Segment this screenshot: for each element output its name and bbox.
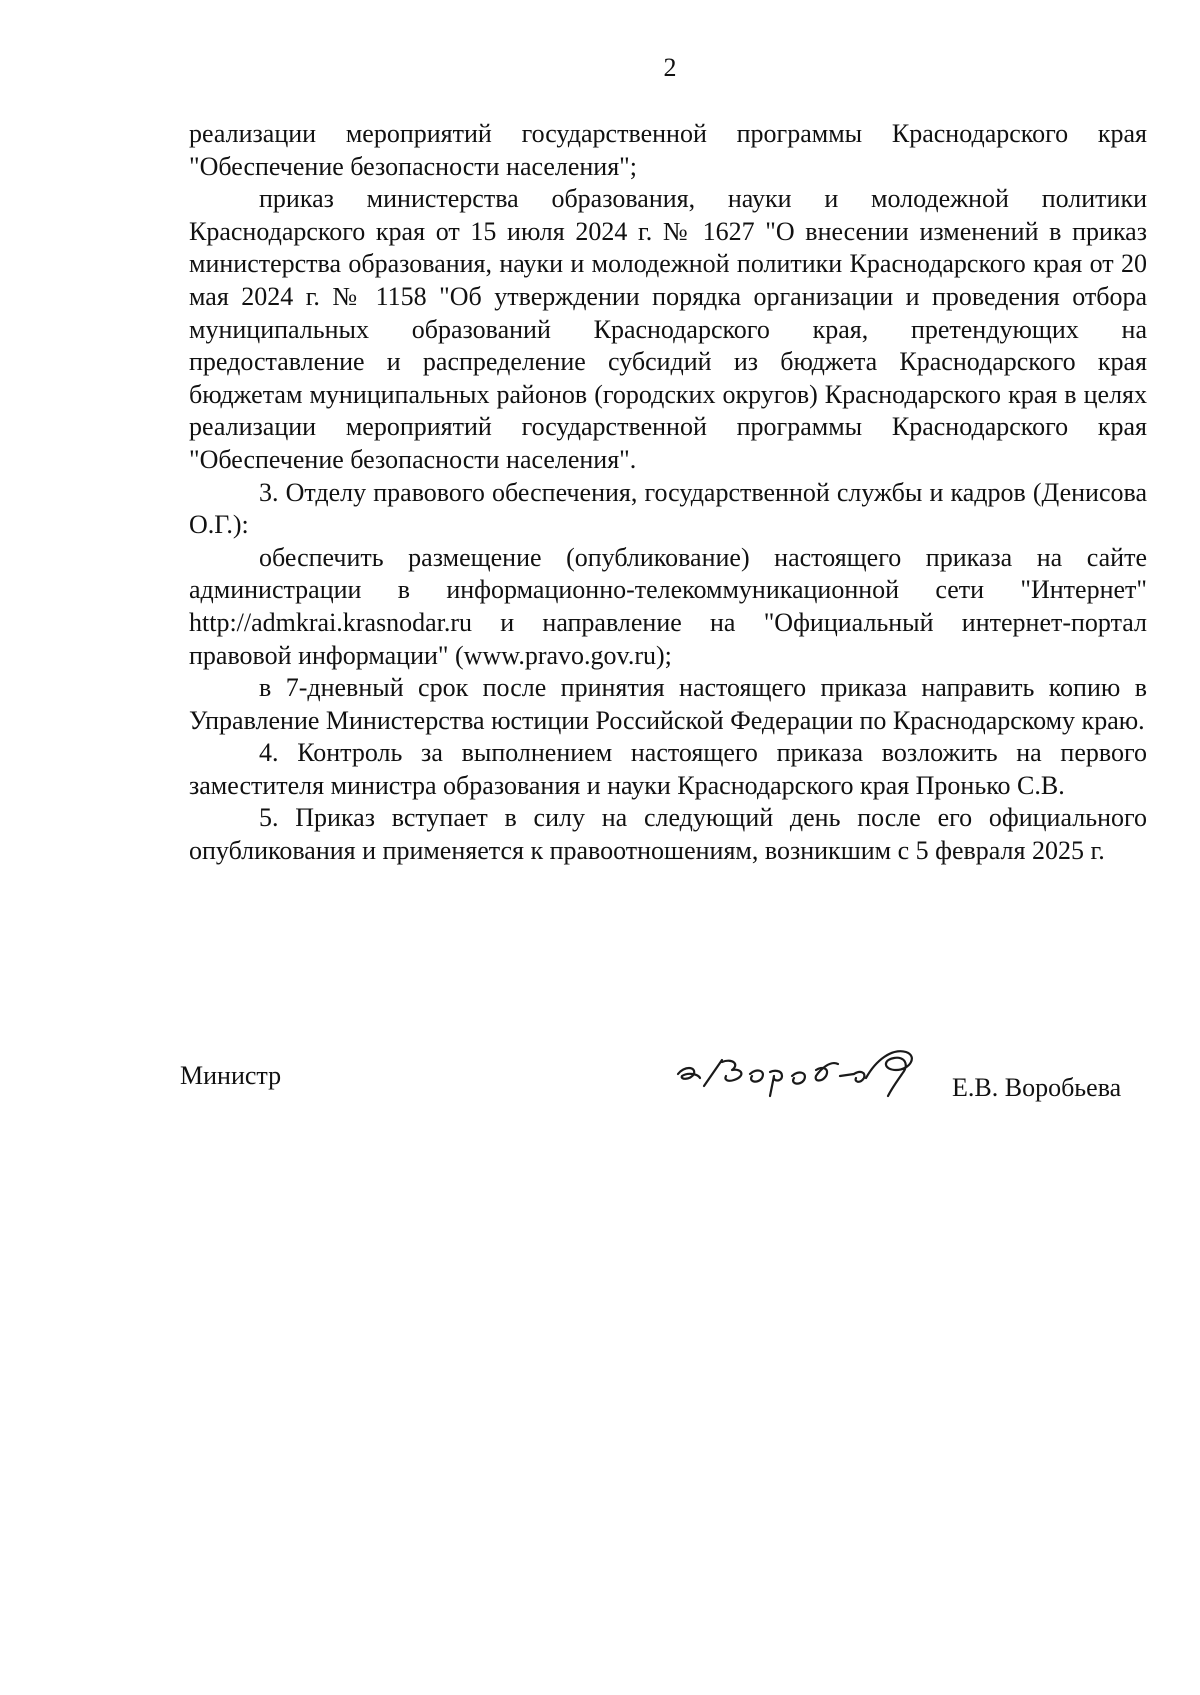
signature-block <box>0 1030 1200 1120</box>
paragraph-item-5: 5. Приказ вступает в силу на следующий день после его официального опубликования и применяется к правоотношениям, возникшим с 5 февраля 2025 г. <box>189 803 1147 866</box>
signatory-name: Е.В. Воробьева <box>952 1073 1122 1102</box>
signatory-title: Министр <box>180 1061 282 1090</box>
paragraph-item-3-publication: обеспечить размещение (опубликование) настоящего приказа на сайте администрации в информационно-телекоммуникационной сети "Интернет" http://admkrai.krasnodar.ru и направление на "Официальный интернет-портал правовой информации" (www.pravo.gov.ru); <box>189 542 1147 670</box>
handwritten-signature <box>670 1030 940 1100</box>
paragraph-item-4: 4. Контроль за выполнением настоящего приказа возложить на первого заместителя министра образования и науки Краснодарского края Пронько С.В. <box>189 738 1147 800</box>
paragraph-order-reference: приказ министерства образования, науки и молодежной политики Краснодарского края от 15 июля 2024 г. № 1627 "О внесении изменений в приказ министерства образования, науки и молодежной политики Краснодарского края от 20 мая 2024 г. № 1158 "Об утверждении порядка организации и проведения отбора муниципальных образований Краснодарского края, претендующих на предоставление и распределение субсидий из бюджета Краснодарского края бюджетам муниципальных районов (городских округов) Краснодарского края в целях реализации мероприятий государственной программы Краснодарского края "Обеспечение безопасности населения". <box>189 184 1147 474</box>
paragraph-item-3: 3. Отделу правового обеспечения, государственной службы и кадров (Денисова О.Г.): <box>189 477 1147 540</box>
paragraph-item-3-copy: в 7-дневный срок после принятия настоящего приказа направить копию в Управление Министерства юстиции Российской Федерации по Краснодарскому краю. <box>189 673 1147 735</box>
document-body <box>189 118 1147 868</box>
page-number: 2 <box>663 53 677 82</box>
paragraph-continuation: реализации мероприятий государственной программы Краснодарского края "Обеспечение безопасности населения"; <box>189 119 1147 181</box>
